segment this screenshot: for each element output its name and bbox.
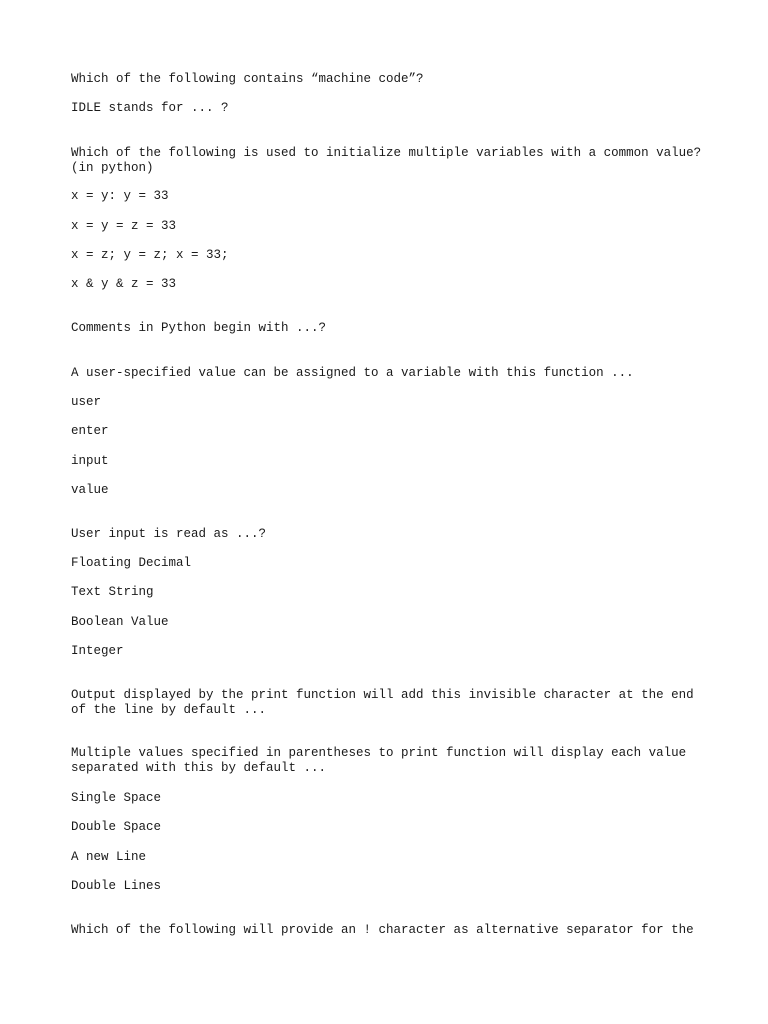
answer-option: x = y = z = 33: [71, 219, 177, 233]
answer-option: Floating Decimal: [71, 556, 192, 570]
answer-option: value: [71, 483, 109, 497]
answer-option: Double Lines: [71, 879, 162, 893]
question-print-separator: Multiple values specified in parentheses to print function will display each value separated with this by default ...: [71, 746, 694, 775]
question-alternative-separator: Which of the following will provide an ! character as alternative separator for the: [71, 923, 694, 937]
answer-option: Boolean Value: [71, 615, 169, 629]
answer-option: Single Space: [71, 791, 162, 805]
question-idle: IDLE stands for ... ?: [71, 101, 229, 115]
question-comments: Comments in Python begin with ...?: [71, 321, 327, 335]
answer-option: enter: [71, 424, 109, 438]
answer-option: x = y: y = 33: [71, 189, 169, 203]
answer-option: user: [71, 395, 102, 409]
question-user-value: A user-specified value can be assigned to a variable with this function ...: [71, 366, 634, 380]
document-page: [71, 0, 711, 1024]
answer-option: Double Space: [71, 820, 162, 834]
question-machine-code: Which of the following contains “machine code”?: [71, 72, 424, 86]
answer-option: x & y & z = 33: [71, 277, 177, 291]
answer-option: Integer: [71, 644, 124, 658]
answer-option: input: [71, 454, 109, 468]
question-print-end-character: Output displayed by the print function will add this invisible character at the end of the line by default ...: [71, 688, 702, 717]
answer-option: Text String: [71, 585, 154, 599]
question-user-input: User input is read as ...?: [71, 527, 267, 541]
question-initialize-variables: Which of the following is used to initialize multiple variables with a common value? (in python): [71, 146, 709, 175]
answer-option: A new Line: [71, 850, 147, 864]
answer-option: x = z; y = z; x = 33;: [71, 248, 229, 262]
